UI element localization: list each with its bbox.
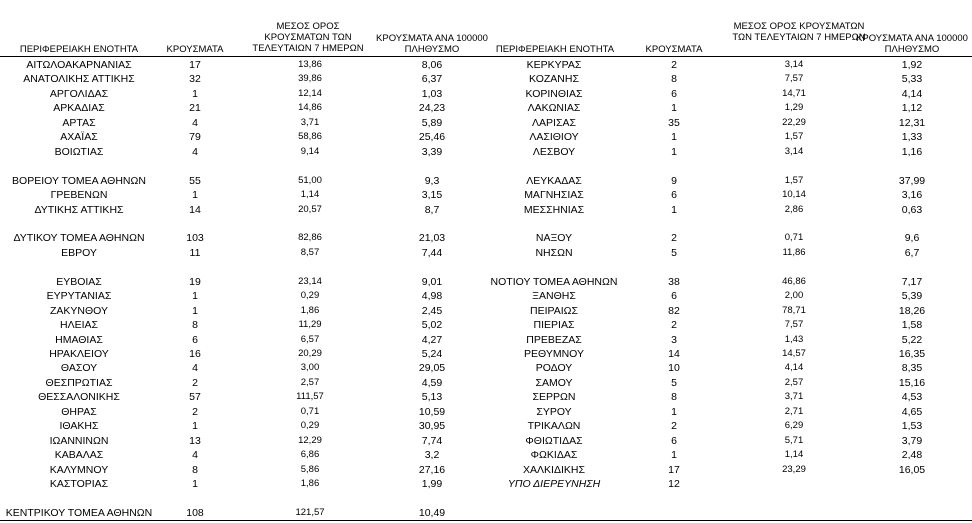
left-cell-cases: 6	[192, 333, 198, 346]
left-cell-avg7: 20,29	[298, 348, 322, 359]
left-cell-cases: 57	[189, 391, 201, 404]
left-cell-avg7: 12,29	[298, 434, 322, 446]
left-cell-per100k: 7,44	[421, 246, 443, 259]
left-cell-region: ΒΟΙΩΤΙΑΣ	[54, 145, 104, 158]
left-cell-cases: 1	[192, 87, 198, 100]
left-cell-avg7: 3,00	[300, 362, 320, 374]
left-cell-per100k: 7,74	[421, 434, 443, 447]
left-cell-per100k: 5,24	[421, 348, 443, 360]
left-cell-per100k: 29,05	[418, 362, 446, 375]
right-cell-avg7: 11,86	[782, 246, 806, 258]
right-cell-region: ΧΑΛΚΙΔΙΚΗΣ	[523, 463, 585, 476]
left-cell-per100k: 4,27	[421, 333, 443, 346]
right-cell-avg7: 1,43	[784, 333, 804, 345]
left-cell-avg7: 11,29	[298, 319, 322, 331]
left-cell-region: ΖΑΚΥΝΘΟΥ	[49, 304, 108, 317]
left-cell-avg7: 58,86	[298, 131, 322, 143]
left-cell-per100k: 5,13	[421, 391, 443, 404]
left-cell-cases: 55	[189, 174, 201, 187]
right-cell-region: ΛΕΣΒΟΥ	[532, 145, 576, 158]
right-cell-avg7: 10,14	[782, 189, 806, 201]
left-cell-per100k: 8,7	[424, 203, 440, 216]
left-cell-cases: 8	[192, 463, 198, 476]
left-cell-cases: 19	[189, 275, 201, 288]
right-cell-per100k: 9,6	[904, 232, 920, 245]
right-cell-per100k: 16,35	[898, 348, 926, 360]
header-rule	[0, 56, 972, 57]
left-cell-cases: 1	[192, 189, 198, 202]
right-cell-per100k: 16,05	[898, 463, 926, 476]
left-cell-avg7: 1,86	[300, 304, 320, 316]
left-cell-region: ΕΒΡΟΥ	[61, 246, 97, 259]
left-cell-cases: 4	[192, 145, 198, 158]
left-cell-per100k: 2,45	[421, 304, 443, 317]
left-cell-avg7: 6,86	[300, 449, 320, 461]
right-cell-cases: 1	[671, 449, 677, 462]
right-cell-cases: 6	[671, 189, 677, 202]
right-cell-region: ΠΕΙΡΑΙΩΣ	[530, 304, 578, 317]
left-cell-region: ΕΥΒΟΙΑΣ	[56, 275, 102, 288]
left-cell-avg7: 0,71	[300, 405, 320, 417]
right-cell-per100k: 8,35	[901, 362, 923, 375]
left-cell-per100k: 21,03	[418, 232, 446, 245]
right-cell-avg7: 7,57	[784, 319, 804, 331]
left-cell-per100k: 24,23	[418, 102, 446, 115]
left-cell-avg7: 121,57	[295, 506, 325, 518]
right-cell-avg7: 3,14	[784, 59, 804, 70]
right-cell-avg7: 1,29	[784, 102, 804, 114]
left-cell-per100k: 1,03	[421, 87, 443, 100]
left-cell-region: ΗΛΕΙΑΣ	[59, 319, 98, 332]
right-cell-avg7: 3,71	[784, 391, 804, 403]
right-cell-region: ΚΟΖΑΝΗΣ	[529, 73, 579, 86]
header-avg7-right: ΜΕΣΟΣ ΟΡΟΣ ΚΡΟΥΣΜΑΤΩΝ ΤΩΝ ΤΕΛΕΥΤΑΙΩΝ 7 ΗΜΕΡΩΝ	[732, 21, 866, 43]
left-cell-cases: 1	[192, 478, 198, 491]
right-cell-avg7: 5,71	[784, 434, 804, 446]
header-region-left: ΠΕΡΙΦΕΡΕΙΑΚΗ ΕΝΟΤΗΤΑ	[19, 44, 139, 55]
right-cell-region: ΝΑΞΟΥ	[535, 232, 573, 245]
right-cell-per100k: 1,16	[901, 145, 923, 158]
left-cell-avg7: 6,57	[300, 333, 320, 345]
right-cell-region: ΤΡΙΚΑΛΩΝ	[527, 420, 581, 433]
right-cell-region: ΛΑΣΙΘΙΟΥ	[529, 131, 579, 144]
left-cell-per100k: 3,39	[421, 145, 443, 158]
right-cell-cases: 5	[671, 376, 677, 389]
left-cell-region: ΘΕΣΣΑΛΟΝΙΚΗΣ	[38, 391, 120, 404]
left-cell-cases: 16	[189, 348, 201, 360]
right-cell-region: ΛΑΡΙΣΑΣ	[532, 116, 576, 129]
right-cell-region: ΣΑΜΟΥ	[535, 376, 573, 389]
right-cell-cases: 14	[668, 348, 680, 360]
right-cell-per100k: 1,53	[901, 420, 923, 433]
left-cell-avg7: 5,86	[300, 463, 320, 475]
right-cell-cases: 2	[671, 319, 677, 332]
right-cell-cases: 8	[671, 391, 677, 404]
right-cell-avg7: 46,86	[782, 275, 806, 287]
right-cell-per100k: 4,65	[901, 405, 923, 418]
left-cell-per100k: 5,02	[421, 319, 443, 332]
right-cell-avg7: 1,14	[784, 449, 804, 461]
left-cell-avg7: 51,00	[298, 174, 322, 186]
left-cell-cases: 11	[189, 246, 201, 259]
right-cell-avg7: 2,71	[784, 405, 804, 417]
right-cell-per100k: 6,7	[904, 246, 920, 259]
right-cell-avg7: 1,57	[784, 131, 804, 143]
left-cell-region: ΓΡΕΒΕΝΩΝ	[50, 189, 108, 202]
right-cell-region: ΠΡΕΒΕΖΑΣ	[526, 333, 582, 346]
right-cell-avg7: 1,57	[784, 174, 804, 186]
left-cell-avg7: 0,29	[300, 420, 320, 432]
right-cell-cases: 1	[671, 405, 677, 418]
right-cell-region: ΣΕΡΡΩΝ	[532, 391, 576, 404]
left-cell-per100k: 4,98	[421, 290, 443, 303]
right-cell-per100k: 12,31	[898, 116, 926, 129]
left-cell-cases: 2	[192, 405, 198, 418]
left-cell-region: ΑΡΚΑΔΙΑΣ	[53, 102, 105, 115]
left-cell-per100k: 1,99	[421, 478, 443, 491]
left-cell-avg7: 20,57	[298, 203, 322, 215]
left-cell-region: ΑΙΤΩΛΟΑΚΑΡΝΑΝΙΑΣ	[26, 59, 132, 71]
left-cell-per100k: 3,15	[421, 189, 443, 202]
left-cell-per100k: 5,89	[421, 116, 443, 129]
right-cell-region: ΜΑΓΝΗΣΙΑΣ	[524, 189, 584, 202]
left-cell-avg7: 1,86	[300, 478, 320, 490]
right-cell-cases: 5	[671, 246, 677, 259]
left-cell-per100k: 30,95	[418, 420, 446, 433]
left-cell-avg7: 23,14	[298, 275, 322, 287]
right-cell-avg7: 14,71	[782, 87, 806, 99]
right-cell-cases: 2	[671, 232, 677, 245]
right-cell-region: ΞΑΝΘΗΣ	[532, 290, 576, 303]
right-cell-per100k: 4,53	[901, 391, 923, 404]
left-cell-avg7: 3,71	[300, 116, 320, 128]
right-cell-per100k: 1,58	[901, 319, 923, 332]
right-cell-avg7: 3,14	[784, 145, 804, 157]
right-cell-cases: 1	[671, 131, 677, 144]
left-cell-cases: 1	[192, 290, 198, 303]
left-cell-avg7: 12,14	[298, 87, 322, 99]
right-cell-avg7: 2,86	[784, 203, 804, 215]
right-cell-avg7: 78,71	[782, 304, 806, 316]
left-cell-per100k: 3,2	[424, 449, 440, 462]
left-cell-region: ΚΕΝΤΡΙΚΟΥ ΤΟΜΕΑ ΑΘΗΝΩΝ	[5, 506, 153, 519]
left-cell-region: ΑΝΑΤΟΛΙΚΗΣ ΑΤΤΙΚΗΣ	[23, 73, 135, 86]
left-cell-per100k: 27,16	[418, 463, 446, 476]
left-cell-cases: 32	[189, 73, 201, 86]
right-cell-cases: 10	[668, 362, 680, 375]
header-per100k-left: ΚΡΟΥΣΜΑΤΑ ΑΝΑ 100000 ΠΛΗΘΥΣΜΟ	[376, 33, 488, 55]
left-cell-per100k: 9,01	[421, 275, 443, 288]
left-cell-region: ΚΑΛΥΜΝΟΥ	[49, 463, 109, 476]
right-cell-per100k: 5,33	[901, 73, 923, 86]
right-cell-per100k: 37,99	[898, 174, 926, 187]
left-cell-cases: 1	[192, 304, 198, 317]
left-cell-region: ΚΑΣΤΟΡΙΑΣ	[49, 478, 109, 491]
left-cell-region: ΔΥΤΙΚΗΣ ΑΤΤΙΚΗΣ	[34, 203, 124, 216]
left-cell-region: ΙΩΑΝΝΙΝΩΝ	[49, 434, 109, 447]
left-cell-cases: 4	[192, 362, 198, 375]
left-cell-avg7: 1,14	[300, 189, 320, 201]
left-cell-region: ΙΘΑΚΗΣ	[59, 420, 99, 433]
left-cell-region: ΒΟΡΕΙΟΥ ΤΟΜΕΑ ΑΘΗΝΩΝ	[12, 174, 146, 187]
right-cell-per100k: 15,16	[898, 376, 926, 389]
right-cell-region: ΛΕΥΚΑΔΑΣ	[526, 174, 582, 187]
right-cell-avg7: 23,29	[782, 463, 806, 475]
right-cell-per100k: 2,48	[901, 449, 923, 462]
left-cell-region: ΑΧΑΪΑΣ	[60, 131, 98, 144]
header-region-right: ΠΕΡΙΦΕΡΕΙΑΚΗ ΕΝΟΤΗΤΑ	[495, 44, 615, 55]
right-cell-cases: 35	[668, 116, 680, 129]
right-cell-avg7: 0,71	[784, 232, 804, 244]
right-cell-cases: 12	[668, 478, 680, 491]
left-cell-cases: 4	[192, 449, 198, 462]
left-cell-avg7: 8,57	[300, 246, 320, 258]
right-cell-region: ΡΟΔΟΥ	[535, 362, 573, 375]
right-cell-cases: 38	[668, 275, 680, 288]
header-cases-left: ΚΡΟΥΣΜΑΤΑ	[166, 44, 224, 55]
right-cell-region: ΚΟΡΙΝΘΙΑΣ	[525, 87, 583, 100]
right-cell-region: ΛΑΚΩΝΙΑΣ	[527, 102, 581, 115]
left-cell-region: ΘΑΣΟΥ	[60, 362, 98, 375]
left-cell-avg7: 2,57	[300, 376, 320, 388]
right-cell-per100k: 5,22	[901, 333, 923, 346]
left-cell-region: ΗΡΑΚΛΕΙΟΥ	[49, 348, 109, 360]
left-cell-per100k: 9,3	[424, 174, 440, 187]
right-cell-cases: 82	[668, 304, 680, 317]
right-cell-per100k: 0,63	[901, 203, 923, 216]
left-cell-region: ΑΡΤΑΣ	[62, 116, 96, 129]
right-cell-cases: 6	[671, 290, 677, 303]
left-cell-cases: 21	[189, 102, 201, 115]
right-cell-per100k: 1,12	[901, 102, 923, 115]
right-cell-per100k: 4,14	[901, 87, 923, 100]
right-cell-avg7: 4,14	[784, 362, 804, 374]
right-cell-cases: 9	[671, 174, 677, 187]
right-cell-cases: 1	[671, 102, 677, 115]
left-cell-per100k: 10,59	[418, 405, 446, 418]
right-cell-per100k: 5,39	[901, 290, 923, 303]
right-cell-cases: 1	[671, 203, 677, 216]
right-cell-region: ΝΟΤΙΟΥ ΤΟΜΕΑ ΑΘΗΝΩΝ	[490, 275, 618, 288]
left-cell-cases: 8	[192, 319, 198, 332]
right-cell-per100k: 3,16	[901, 189, 923, 202]
left-cell-per100k: 4,59	[421, 376, 443, 389]
left-cell-avg7: 9,14	[300, 145, 320, 157]
left-cell-per100k: 10,49	[418, 506, 446, 519]
right-cell-cases: 6	[671, 434, 677, 447]
right-cell-region: ΦΩΚΙΔΑΣ	[530, 449, 578, 462]
left-cell-avg7: 82,86	[298, 232, 322, 244]
right-cell-cases: 17	[668, 463, 680, 476]
right-cell-per100k: 1,92	[901, 59, 923, 71]
left-cell-cases: 14	[189, 203, 201, 216]
left-cell-region: ΘΗΡΑΣ	[61, 405, 97, 418]
right-cell-region: ΠΙΕΡΙΑΣ	[533, 319, 575, 332]
left-cell-cases: 13	[189, 434, 201, 447]
right-cell-per100k: 1,33	[901, 131, 923, 144]
left-cell-avg7: 0,29	[300, 290, 320, 302]
left-cell-cases: 79	[189, 131, 201, 144]
right-cell-avg7: 6,29	[784, 420, 804, 432]
left-cell-cases: 2	[192, 376, 198, 389]
right-cell-cases: 8	[671, 73, 677, 86]
right-cell-cases: 6	[671, 87, 677, 100]
right-cell-avg7: 2,57	[784, 376, 804, 388]
right-cell-region: ΥΠΟ ΔΙΕΡΕΥΝΗΣΗ	[507, 478, 601, 491]
header-cases-right: ΚΡΟΥΣΜΑΤΑ	[645, 44, 703, 55]
left-cell-avg7: 111,57	[296, 391, 324, 403]
right-cell-region: ΝΗΣΩΝ	[535, 246, 573, 259]
header-per100k-right: ΚΡΟΥΣΜΑΤΑ ΑΝΑ 100000 ΠΛΗΘΥΣΜΟ	[856, 33, 968, 55]
right-cell-per100k: 18,26	[898, 304, 926, 317]
left-cell-region: ΑΡΓΟΛΙΔΑΣ	[49, 87, 109, 100]
right-cell-avg7: 7,57	[784, 73, 804, 85]
left-cell-region: ΘΕΣΠΡΩΤΙΑΣ	[45, 376, 113, 389]
left-cell-cases: 17	[189, 59, 201, 71]
right-cell-avg7: 22,29	[782, 116, 806, 128]
right-cell-cases: 2	[671, 420, 677, 433]
left-cell-cases: 103	[186, 232, 204, 245]
left-cell-per100k: 25,46	[418, 131, 446, 144]
right-cell-per100k: 7,17	[901, 275, 923, 288]
right-cell-avg7: 2,00	[784, 290, 804, 302]
left-cell-cases: 1	[192, 420, 198, 433]
footer-rule	[0, 520, 972, 521]
right-cell-cases: 3	[671, 333, 677, 346]
right-cell-region: ΜΕΣΣΗΝΙΑΣ	[523, 203, 585, 216]
left-cell-cases: 108	[186, 506, 204, 519]
right-cell-region: ΣΥΡΟΥ	[536, 405, 572, 418]
left-cell-region: ΗΜΑΘΙΑΣ	[55, 333, 103, 346]
left-cell-region: ΕΥΡΥΤΑΝΙΑΣ	[46, 290, 112, 303]
right-cell-per100k: 3,79	[901, 434, 923, 447]
header-avg7-left: ΜΕΣΟΣ ΟΡΟΣ ΚΡΟΥΣΜΑΤΩΝ ΤΩΝ ΤΕΛΕΥΤΑΙΩΝ 7 ΗΜΕΡΩΝ	[252, 21, 364, 54]
left-cell-per100k: 8,06	[421, 59, 443, 71]
left-cell-avg7: 13,86	[298, 59, 322, 70]
left-cell-per100k: 6,37	[421, 73, 443, 86]
left-cell-cases: 4	[192, 116, 198, 129]
right-cell-region: ΦΘΙΩΤΙΔΑΣ	[525, 434, 583, 447]
left-cell-avg7: 14,86	[298, 102, 322, 114]
right-cell-region: ΡΕΘΥΜΝΟΥ	[523, 348, 584, 360]
right-cell-avg7: 14,57	[782, 348, 806, 359]
right-cell-cases: 2	[671, 59, 677, 71]
right-cell-region: ΚΕΡΚΥΡΑΣ	[526, 59, 582, 71]
left-cell-region: ΔΥΤΙΚΟΥ ΤΟΜΕΑ ΑΘΗΝΩΝ	[13, 232, 145, 245]
right-cell-cases: 1	[671, 145, 677, 158]
left-cell-region: ΚΑΒΑΛΑΣ	[54, 449, 104, 462]
left-cell-avg7: 39,86	[298, 73, 322, 85]
